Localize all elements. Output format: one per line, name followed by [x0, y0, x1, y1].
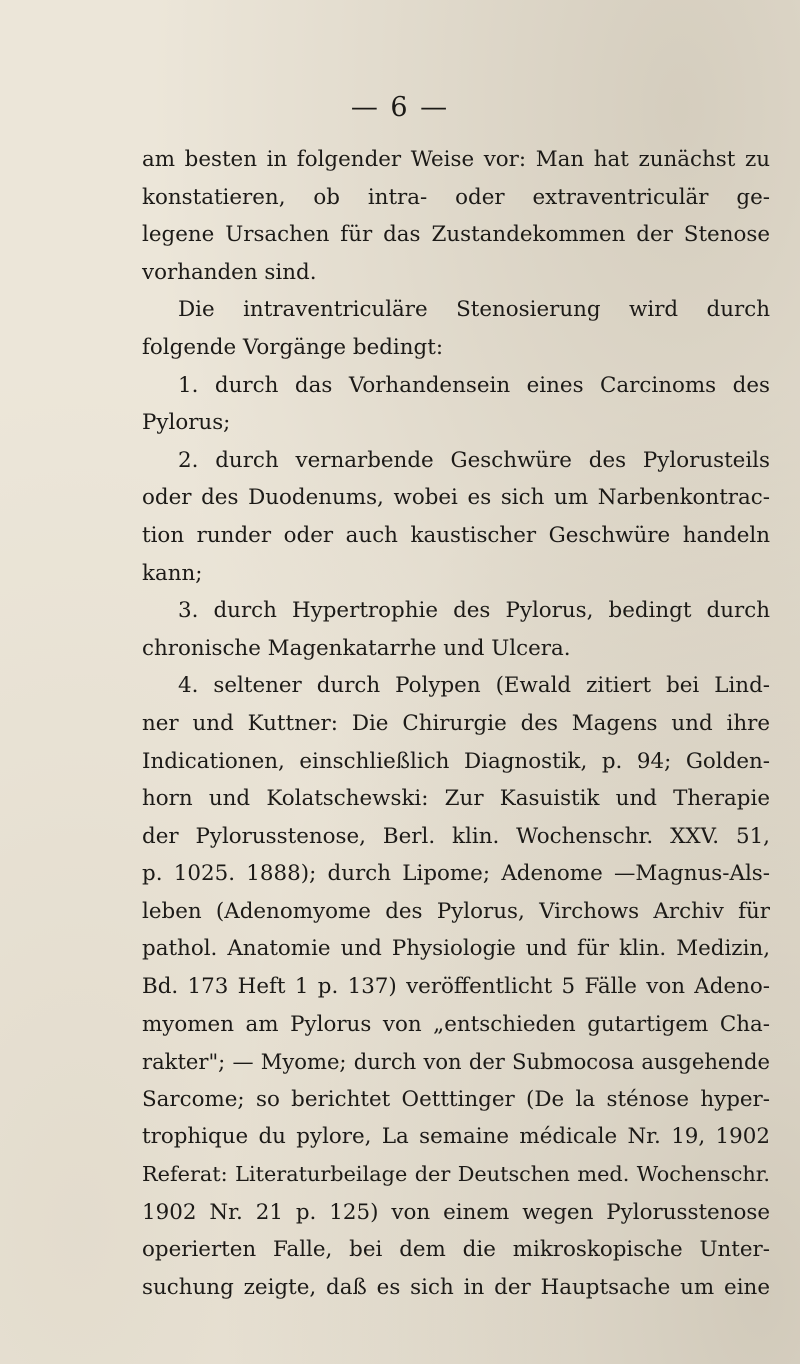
text-line: am besten in folgender Weise vor: Man hat zunächst zu	[142, 147, 770, 172]
text-line: 4. seltener durch Polypen (Ewald zitiert bei Lind-	[178, 673, 770, 699]
text-line: legene Ursachen für das Zustandekommen der Stenose	[142, 222, 770, 248]
text-line: vorhanden sind.	[142, 259, 317, 285]
text-line: 1902 Nr. 21 p. 125) von einem wegen Pylorusstenose	[142, 1199, 770, 1225]
text-line: pathol. Anatomie und Physiologie und für klin. Medizin,	[142, 936, 770, 962]
text-line: chronische Magenkatarrhe und Ulcera.	[142, 635, 571, 661]
text-line: folgende Vorgänge bedingt:	[142, 334, 444, 360]
text-line: 3. durch Hypertrophie des Pylorus, bedingt durch	[178, 598, 770, 624]
text-line: leben (Adenomyome des Pylorus, Virchows Archiv für	[142, 898, 770, 924]
text-line: p. 1025. 1888); durch Lipome; Adenome —Magnus-Als-	[142, 861, 770, 887]
text-line: Bd. 173 Heft 1 p. 137) veröffentlicht 5 Fälle von Adeno-	[142, 974, 770, 1000]
text-line: 2. durch vernarbende Geschwüre des Pylorusteils	[178, 447, 770, 473]
body-text	[142, 141, 770, 1306]
text-line: operierten Falle, bei dem die mikroskopische Unter-	[142, 1237, 770, 1263]
text-line: Pylorus;	[142, 410, 231, 436]
text-line: suchung zeigte, daß es sich in der Hauptsache um eine	[142, 1274, 770, 1300]
text-line: rakter"; — Myome; durch von der Submocosa ausgehende	[142, 1049, 770, 1075]
text-line: der Pylorusstenose, Berl. klin. Wochenschr. XXV. 51,	[142, 823, 770, 849]
text-line: myomen am Pylorus von „entschieden gutartigem Cha-	[142, 1011, 770, 1037]
text-line: horn und Kolatschewski: Zur Kasuistik und Therapie	[142, 786, 770, 812]
text-line: Referat: Literaturbeilage der Deutschen med. Wochenschr.	[142, 1162, 770, 1187]
page-number: — 6 —	[350, 92, 450, 123]
text-line: oder des Duodenums, wobei es sich um Narbenkontrac-	[142, 485, 770, 511]
text-line: kann;	[142, 560, 203, 586]
text-line: konstatieren, ob intra- oder extraventriculär ge-	[142, 184, 770, 210]
text-line: tion runder oder auch kaustischer Geschwüre handeln	[142, 522, 770, 548]
text-line: ner und Kuttner: Die Chirurgie des Magens und ihre	[142, 710, 770, 736]
text-line: Indicationen, einschließlich Diagnostik, p. 94; Golden-	[142, 748, 770, 774]
text-line: trophique du pylore, La semaine médicale Nr. 19, 1902	[142, 1124, 770, 1150]
text-line: 1. durch das Vorhandensein eines Carcinoms des	[178, 372, 770, 398]
text-line: Sarcome; so berichtet Oetttinger (De la sténose hyper-	[142, 1086, 770, 1112]
text-line: Die intraventriculäre Stenosierung wird durch	[178, 297, 770, 323]
